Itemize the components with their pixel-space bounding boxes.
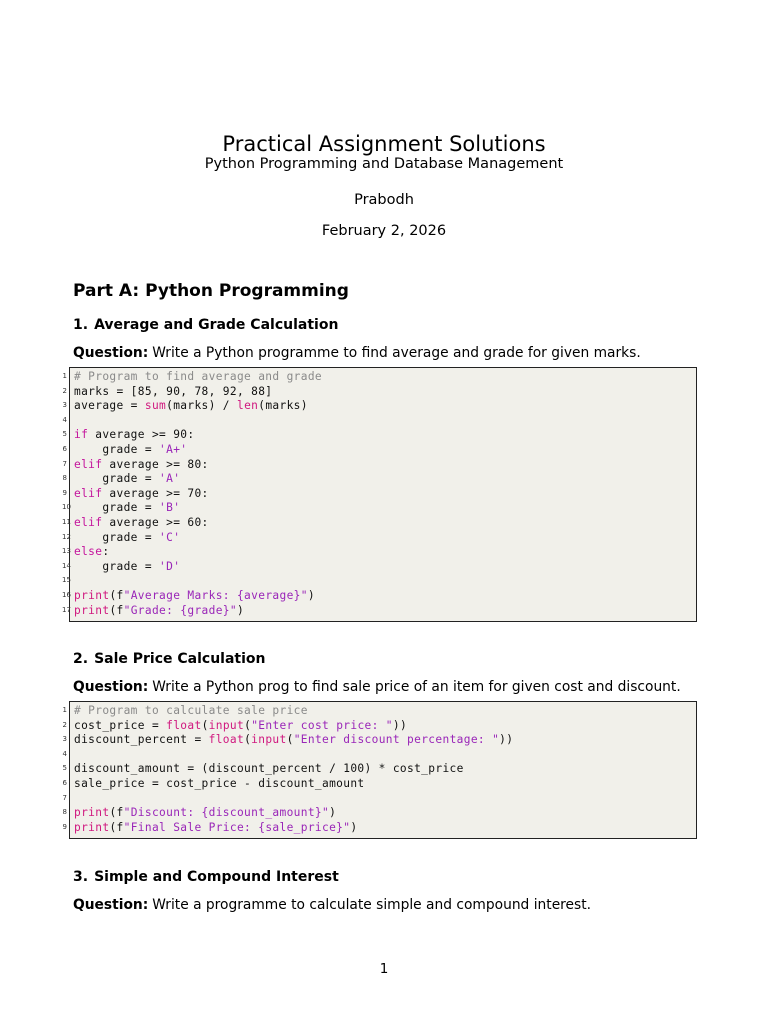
code-line-text	[74, 704, 308, 719]
question-text: Write a programme to calculate simple and compound interest.	[152, 897, 592, 913]
section-1-number: 1.	[73, 317, 89, 333]
code-line	[62, 370, 696, 385]
code-line	[62, 501, 696, 516]
code-line	[62, 792, 696, 807]
section-3-heading	[73, 868, 339, 886]
code-text: marks = [85, 90, 78, 92, 88]	[74, 384, 273, 398]
code-string: "Average Marks: {average}"	[123, 589, 308, 602]
code-line	[62, 718, 696, 734]
code-line	[62, 545, 696, 560]
question-text: Write a Python programme to find average and grade for given marks.	[152, 345, 641, 361]
code-text: (	[201, 718, 209, 732]
code-line	[62, 748, 696, 763]
code-text: average =	[74, 399, 145, 413]
code-builtin: print	[74, 820, 110, 834]
code-line-text	[74, 501, 180, 516]
code-comment: # Program to find average and grade	[74, 370, 322, 383]
question-text: Write a Python prog to find sale price of an item for given cost and discount.	[152, 679, 681, 695]
code-builtin: print	[74, 589, 110, 602]
code-line-text	[74, 428, 194, 443]
code-line-text	[74, 531, 180, 546]
code-line	[62, 704, 696, 719]
section-1-title: Average and Grade Calculation	[94, 317, 339, 333]
code-keyword: if	[74, 428, 89, 442]
code-line	[62, 559, 696, 575]
code-line	[62, 762, 696, 777]
code-text: discount_amount = (discount_percent / 100) * cost_price	[74, 762, 464, 776]
code-string: "Enter cost price: "	[251, 718, 393, 732]
line-number: 3	[62, 401, 67, 410]
code-keyword: else	[74, 545, 103, 559]
code-text: grade =	[74, 530, 160, 544]
code-string: 'B'	[159, 501, 181, 515]
code-text: grade =	[74, 443, 160, 456]
code-line	[62, 733, 696, 748]
line-number: 9	[62, 822, 67, 831]
code-string: "Grade: {grade}"	[123, 603, 237, 617]
code-text: average >= 90:	[88, 428, 195, 442]
line-number: 8	[62, 474, 67, 483]
code-line	[62, 574, 696, 589]
line-number: 5	[62, 430, 67, 439]
line-number: 2	[62, 386, 67, 395]
line-number: 4	[62, 415, 67, 424]
code-line	[62, 530, 696, 546]
line-number: 2	[62, 720, 67, 729]
document-date: February 2, 2026	[321, 223, 447, 239]
code-comment: # Program to calculate sale price	[74, 704, 308, 717]
line-number: 4	[62, 749, 67, 758]
code-text: sale_price = cost_price - discount_amount	[74, 777, 365, 790]
code-text: average >= 80:	[102, 457, 209, 471]
question-label: Question:	[73, 345, 149, 361]
code-line-text	[74, 399, 308, 414]
code-string: "Final Sale Price: {sale_price}"	[123, 820, 351, 834]
code-string: 'C'	[159, 530, 181, 544]
code-line-text	[74, 516, 209, 531]
code-line-text	[74, 560, 180, 575]
line-number: 6	[62, 445, 67, 453]
code-line-text	[74, 545, 109, 560]
code-text: (f	[109, 603, 124, 617]
question-label: Question:	[73, 679, 149, 695]
page-number: 1	[379, 961, 389, 977]
code-line-text	[74, 487, 209, 502]
code-line	[62, 472, 696, 487]
code-line-text	[74, 443, 187, 458]
code-line-text	[74, 821, 357, 836]
line-number: 7	[62, 793, 67, 802]
code-builtin: len	[236, 399, 259, 413]
code-line-text	[74, 472, 180, 487]
code-text: cost_price =	[74, 718, 167, 732]
section-3-number: 3.	[73, 869, 89, 885]
section-3-title: Simple and Compound Interest	[94, 869, 339, 885]
code-block-sale-price	[62, 701, 697, 839]
code-text: (f	[109, 806, 124, 820]
code-keyword: elif	[74, 486, 103, 500]
code-line	[62, 603, 696, 619]
code-line	[62, 777, 696, 792]
line-number: 5	[62, 764, 67, 773]
code-string: 'A+'	[159, 443, 188, 456]
document-subtitle: Python Programming and Database Management	[204, 156, 564, 172]
code-line-text	[74, 733, 513, 748]
code-block-average-grade	[62, 367, 697, 622]
code-text: (	[244, 733, 252, 747]
line-number: 11	[62, 518, 71, 526]
section-2-question	[73, 678, 681, 696]
line-number: 1	[62, 706, 67, 714]
code-text: (f	[109, 820, 124, 834]
line-number: 17	[62, 605, 71, 614]
code-string: "Enter discount percentage: "	[293, 733, 500, 747]
code-text: ))	[392, 718, 408, 732]
code-line	[62, 428, 696, 443]
code-line	[62, 589, 696, 604]
code-text: )	[329, 806, 337, 820]
line-number: 6	[62, 779, 67, 787]
code-line-text	[74, 604, 244, 619]
code-line-text	[74, 777, 365, 792]
document-author: Prabodh	[354, 192, 414, 208]
code-string: 'D'	[159, 559, 181, 573]
code-line-text	[74, 806, 336, 821]
line-number: 12	[62, 532, 71, 541]
code-line-text	[74, 589, 315, 604]
code-keyword: elif	[74, 457, 103, 471]
code-line	[62, 820, 696, 836]
code-builtin: float	[208, 733, 245, 747]
code-text: (	[286, 733, 294, 747]
section-1-question	[73, 344, 641, 362]
line-number: 10	[62, 503, 71, 512]
document-title: Practical Assignment Solutions	[222, 132, 546, 156]
part-a-heading: Part A: Python Programming	[73, 281, 349, 301]
code-builtin: input	[208, 718, 245, 732]
question-label: Question:	[73, 897, 149, 913]
code-text: :	[102, 545, 110, 559]
code-line-text	[74, 762, 464, 777]
code-text: (marks)	[258, 399, 308, 413]
code-line	[62, 806, 696, 821]
code-text: (f	[109, 589, 124, 602]
code-text: ))	[499, 733, 514, 747]
code-builtin: float	[166, 718, 202, 732]
code-text: grade =	[74, 559, 160, 573]
code-string: "Discount: {discount_amount}"	[123, 806, 330, 820]
code-builtin: print	[74, 806, 110, 820]
section-1-heading	[73, 316, 338, 334]
code-builtin: print	[74, 603, 110, 617]
line-number: 8	[62, 808, 67, 817]
code-text: grade =	[74, 472, 160, 486]
line-number: 15	[62, 576, 71, 585]
code-text: )	[307, 589, 315, 602]
code-line	[62, 486, 696, 502]
code-text: average >= 70:	[102, 486, 209, 500]
code-string: 'A'	[159, 472, 181, 486]
code-builtin: sum	[144, 399, 167, 413]
code-line	[62, 516, 696, 531]
code-line	[62, 399, 696, 414]
line-number: 9	[62, 488, 67, 497]
code-text: average >= 60:	[102, 516, 209, 529]
code-line	[62, 457, 696, 473]
line-number: 1	[62, 372, 67, 380]
line-number: 3	[62, 735, 67, 744]
line-number: 7	[62, 459, 67, 468]
section-3-question	[73, 896, 591, 914]
code-line-text	[74, 458, 209, 473]
code-text: discount_percent =	[74, 733, 209, 747]
code-text: grade =	[74, 501, 160, 515]
code-builtin: input	[251, 733, 287, 747]
line-number: 13	[62, 547, 71, 556]
code-line-text	[74, 719, 407, 734]
line-number: 14	[62, 561, 71, 570]
code-text: (marks) /	[166, 399, 237, 413]
section-2-heading	[73, 650, 266, 668]
code-text: (	[244, 718, 252, 732]
code-line	[62, 384, 696, 400]
code-text: )	[350, 820, 358, 834]
code-keyword: elif	[74, 516, 103, 529]
code-text: )	[236, 603, 245, 617]
section-2-number: 2.	[73, 651, 89, 667]
code-line	[62, 443, 696, 458]
code-line	[62, 414, 696, 429]
code-line-text	[74, 370, 322, 385]
code-line-text	[74, 385, 272, 400]
line-number: 16	[62, 591, 71, 599]
section-2-title: Sale Price Calculation	[94, 651, 266, 667]
